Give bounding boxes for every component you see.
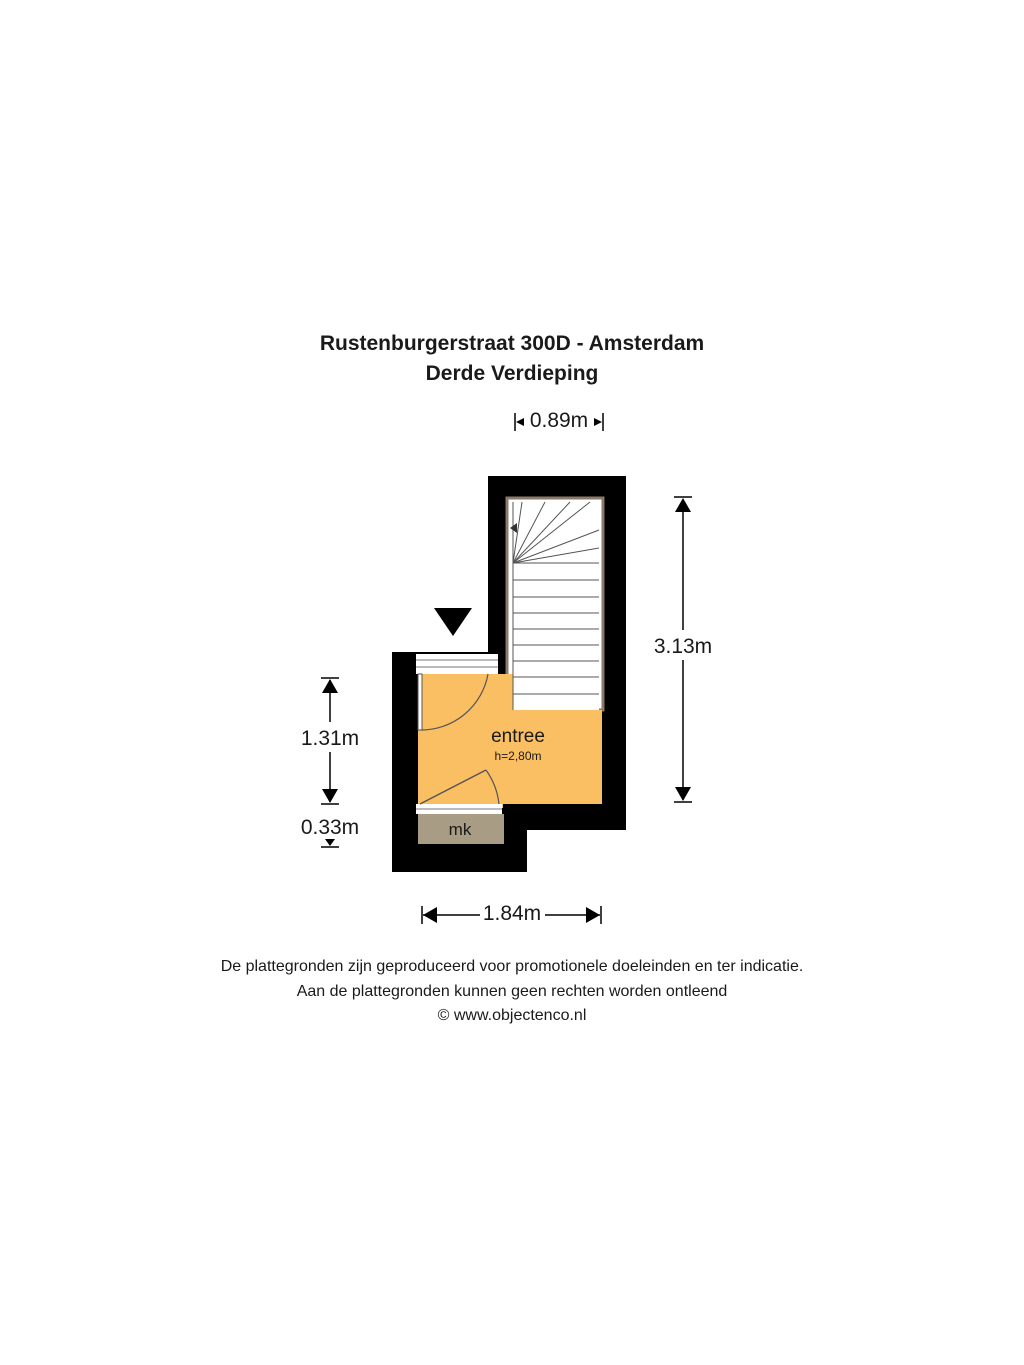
- entrance-arrow-icon: [434, 608, 472, 636]
- disclaimer-line-1: De plattegronden zijn geproduceerd voor promotionele doeleinden en ter indicatie.: [220, 958, 804, 975]
- plan-floor-title: Derde Verdieping: [425, 362, 599, 385]
- dim-width-bottom-label: 1.84m: [482, 902, 542, 925]
- room-mk-label: mk: [448, 820, 472, 839]
- dim-depth-mk-label: 0.33m: [300, 816, 360, 839]
- top-door-frame: [416, 654, 498, 674]
- dim-depth-right-label: 3.13m: [653, 635, 713, 658]
- room-entree-label: entree: [491, 726, 545, 747]
- plan-address-title: Rustenburgerstraat 300D - Amsterdam: [319, 332, 705, 355]
- copyright-line: © www.objectenco.nl: [437, 1007, 587, 1024]
- room-entree-height: h=2,80m: [494, 749, 542, 763]
- dim-depth-entree-label: 1.31m: [300, 727, 360, 750]
- disclaimer-line-2: Aan de plattegronden kunnen geen rechten worden ontleend: [296, 983, 728, 1000]
- stair-steps: [513, 502, 599, 710]
- dim-stair-width-label: 0.89m: [529, 409, 589, 432]
- dim-depth-mk: [321, 839, 339, 847]
